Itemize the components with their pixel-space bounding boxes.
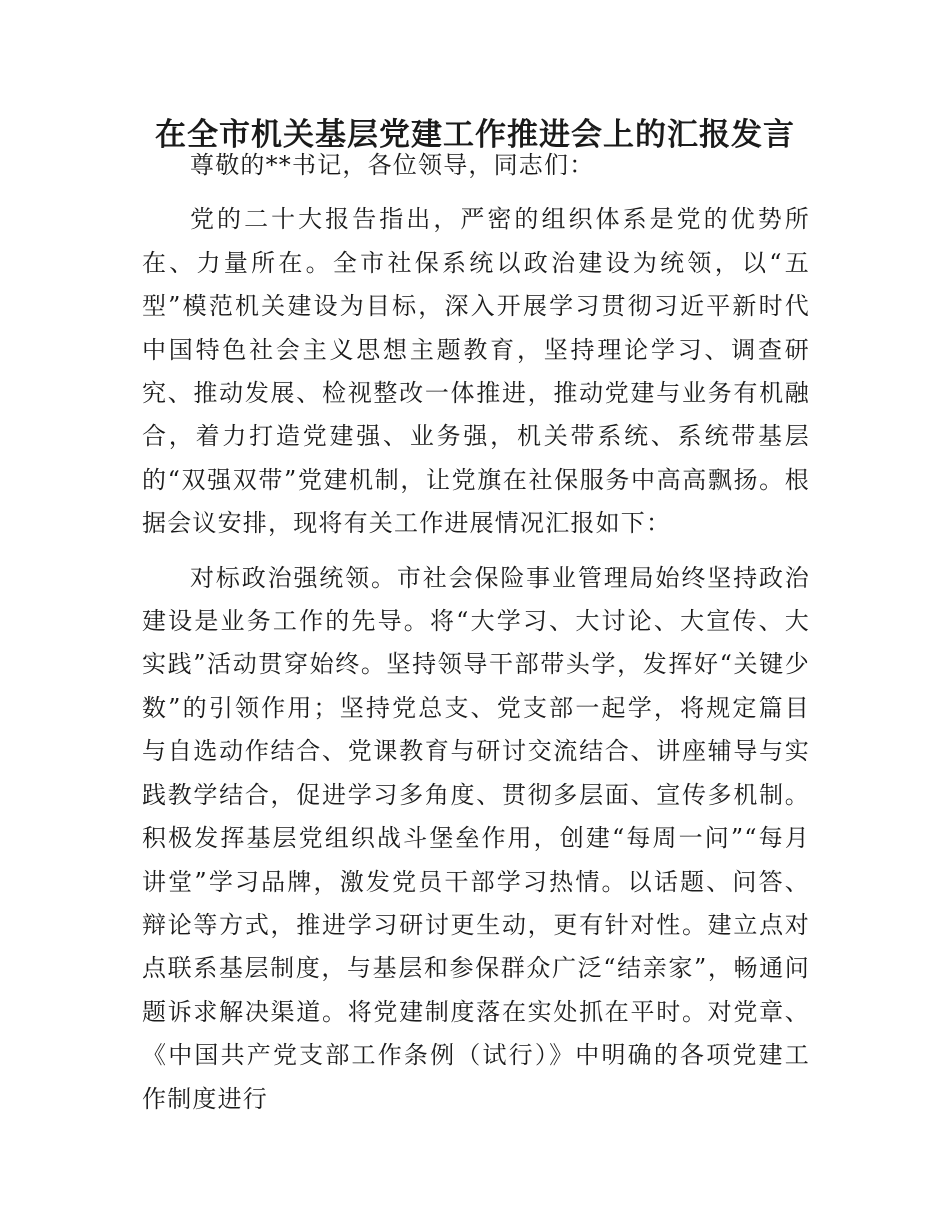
document-body: [142, 144, 810, 1121]
document-title: 在全市机关基层党建工作推进会上的汇报发言: [155, 117, 795, 153]
paragraph-political-leadership: 对标政治强统领。市社会保险事业管理局始终坚持政治建设是业务工作的先导。将“大学习、大讨论、大宣传、大实践”活动贯穿始终。坚持领导干部带头学，发挥好“关键少数”的引领作用；坚持党总支、党支部一起学，将规定篇目与自选动作结合、党课教育与研讨交流结合、讲座辅导与实践教学结合，促进学习多角度、贯彻多层面、宣传多机制。积极发挥基层党组织战斗堡垒作用，创建“每周一问”“每月讲堂”学习品牌，激发党员干部学习热情。以话题、问答、辩论等方式，推进学习研讨更生动，更有针对性。建立点对点联系基层制度，与基层和参保群众广泛“结亲家”，畅通问题诉求解决渠道。将党建制度落在实处抓在平时。对党章、《中国共产党支部工作条例（试行）》中明确的各项党建工作制度进行: [142, 563, 810, 1113]
salutation: 尊敬的**书记，各位领导，同志们：: [190, 151, 595, 179]
paragraph-intro: 党的二十大报告指出，严密的组织体系是党的优势所在、力量所在。全市社保系统以政治建设为统领，以“五型”模范机关建设为目标，深入开展学习贯彻习近平新时代中国特色社会主义思想主题教育，坚持理论学习、调查研究、推动发展、检视整改一体推进，推动党建与业务有机融合，着力打造党建强、业务强，机关带系统、系统带基层的“双强双带”党建机制，让党旗在社保服务中高高飘扬。根据会议安排，现将有关工作进展情况汇报如下：: [142, 205, 810, 538]
